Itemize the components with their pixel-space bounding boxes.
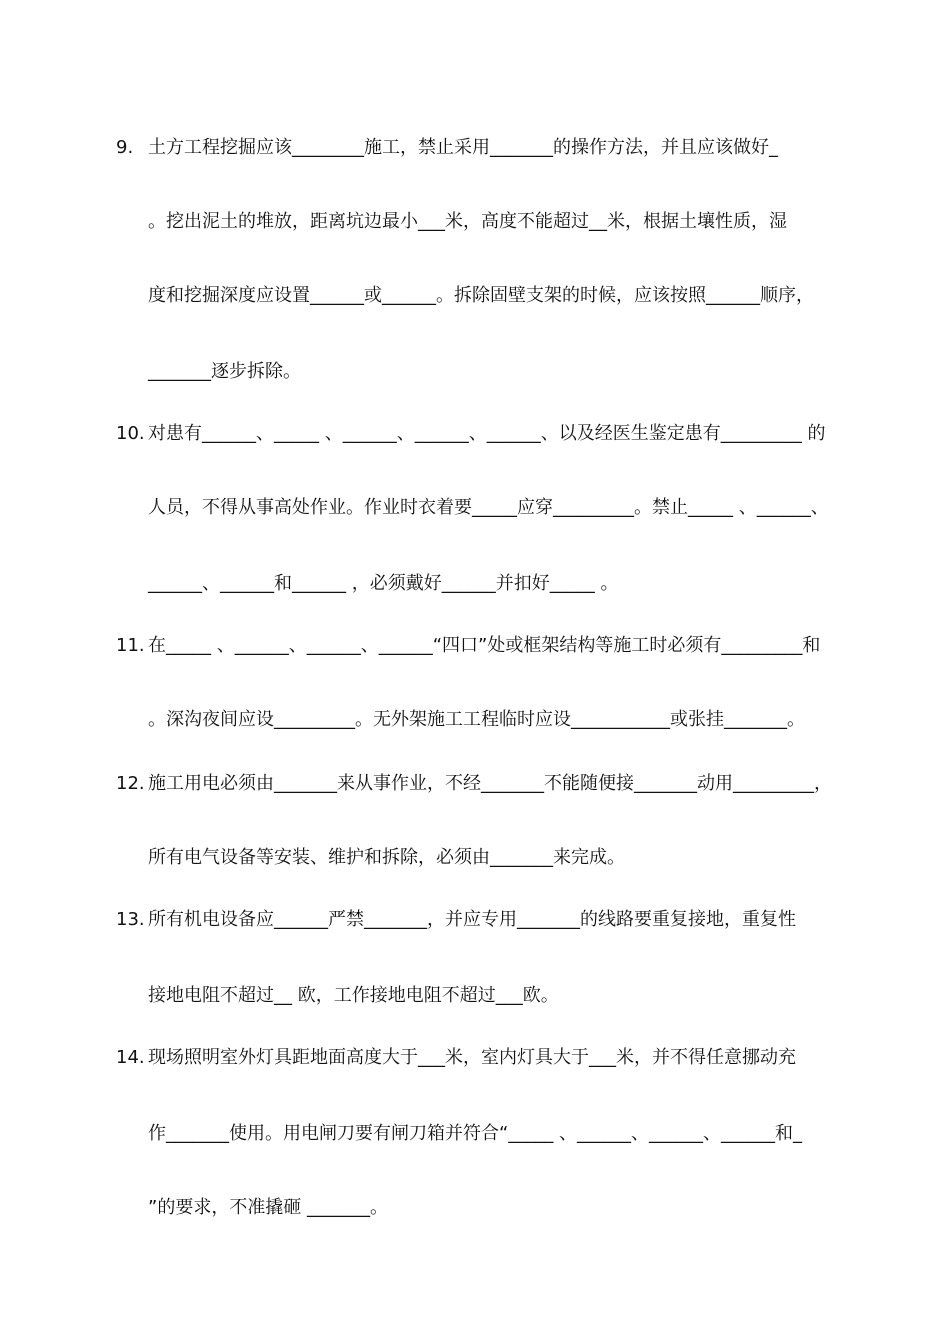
question-14-line-2: 作_______使用。用电闸刀要有闸刀箱并符合“_____ 、______、______、______和_ xyxy=(148,1123,803,1144)
question-number-12: 12. xyxy=(116,773,145,794)
question-14-line-3: ”的要求，不准撬砸 _______。 xyxy=(148,1197,389,1218)
question-9-line-1: 土方工程挖掘应该________施工，禁止采用_______的操作方法，并且应该做好_ xyxy=(148,137,778,158)
question-10-line-3: ______、______和______ ，必须戴好______并扣好_____ 。 xyxy=(148,573,619,594)
question-number-14: 14. xyxy=(116,1047,145,1068)
question-11-line-2: 。深沟夜间应设_________。无外架施工工程临时应设___________或张挂_______。 xyxy=(148,709,805,730)
question-9-line-3: 度和挖掘深度应设置______或______。拆除固壁支架的时候，应该按照______顺序， xyxy=(148,285,814,306)
question-10-line-1: 对患有______、_____ 、______、______、______、以及经医生鉴定患有_________ 的 xyxy=(148,423,826,444)
question-number-11: 11. xyxy=(116,635,145,656)
question-9-line-4: _______逐步拆除。 xyxy=(148,361,301,382)
question-number-9: 9. xyxy=(116,137,134,158)
question-13-line-2: 接地电阻不超过__ 欧，工作接地电阻不超过___欧。 xyxy=(148,985,559,1006)
question-11-line-1: 在_____ 、______、______、______“四口”处或框架结构等施工时必须有_________和 xyxy=(148,635,821,656)
question-14-line-1: 现场照明室外灯具距地面高度大于___米，室内灯具大于___米，并不得任意挪动充 xyxy=(148,1047,796,1068)
question-10-line-2: 人员，不得从事高处作业。作业时衣着要_____应穿_________。禁止_____ 、______、 xyxy=(148,497,829,518)
question-13-line-1: 所有机电设备应______严禁_______，并应专用_______的线路要重复接地，重复性 xyxy=(148,909,796,930)
question-number-10: 10. xyxy=(116,423,145,444)
question-12-line-2: 所有电气设备等安装、维护和拆除，必须由_______来完成。 xyxy=(148,847,625,868)
question-9-line-2: 。挖出泥土的堆放，距离坑边最小___米，高度不能超过__米，根据土壤性质，湿 xyxy=(148,211,787,232)
question-12-line-1: 施工用电必须由_______来从事作业，不经_______不能随便接_______动用_________， xyxy=(148,773,832,794)
question-number-13: 13. xyxy=(116,909,145,930)
